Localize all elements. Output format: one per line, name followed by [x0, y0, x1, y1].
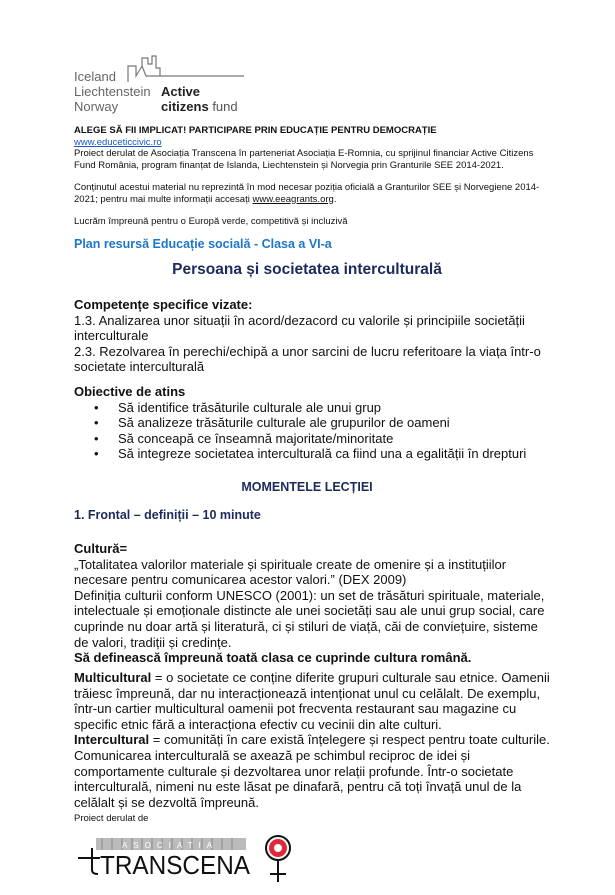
- obiectiv-item: • Să integreze societatea interculturală ca fiind una a egalității în drepturi: [74, 446, 554, 462]
- competente-heading: Competențe specifice vizate:: [74, 297, 253, 312]
- transcena-logo-icon: [78, 830, 303, 885]
- cultura-quote: „Totalitatea valorilor materiale și spirituale create de omenire și a instituțiilor necesare pentru comunicarea acestor valori.” (DEX 2009): [74, 556, 507, 588]
- section1-heading: 1. Frontal – definiții – 10 minute: [74, 508, 261, 522]
- obiective-list: [74, 400, 554, 462]
- eea-grants-logo: [74, 52, 244, 112]
- document-title: Persoana și societatea interculturală: [172, 261, 442, 278]
- intercultural-term: Intercultural: [74, 732, 150, 748]
- project-text: Proiect derulat de Asociația Transcena în parteneriat Asociația E-Romnia, cu sprijinul financiar Active Citizens Fund România, program finanțat de Islanda, Liechtenstein și Norvegia prin Granturile SEE 2014-2021.: [74, 148, 534, 171]
- logo-country-liechtenstein: Liechtenstein: [74, 84, 151, 99]
- disclaimer-text: Conținutul acestui material nu reprezintă în mod necesar poziția oficială a Granturilor SEE și Norvegiene 2014-2021; pentru mai multe informații accesați: [74, 182, 540, 205]
- logo-country-iceland: Iceland: [74, 69, 116, 84]
- logo-country-norway: Norway: [74, 99, 119, 114]
- multicultural-term: Multicultural: [74, 670, 152, 685]
- intercultural-definition: [74, 732, 554, 810]
- cultura-task: Să definească împreună toată clasa ce cuprinde cultura română.: [74, 650, 472, 666]
- cultura-heading: Cultură=: [74, 541, 128, 556]
- logo-transcena-text: TRANSCENA: [100, 850, 251, 880]
- competenta-item: 1.3. Analizarea unor situații în acord/dezacord cu valorile și principiile societății interculturale: [74, 312, 525, 344]
- website-link[interactable]: www.educeticcivic.ro: [74, 136, 162, 148]
- obiective-section: [74, 384, 554, 462]
- plan-title: Plan resursă Educație socială - Clasa a VI-a: [74, 237, 332, 251]
- logo-asociatia-text: ASOCIATIA: [121, 841, 219, 850]
- project-header: [74, 125, 554, 228]
- transcena-logo: [78, 830, 303, 885]
- obiectiv-item: • Să identifice trăsăturile culturale ale unui grup: [74, 400, 554, 416]
- obiective-heading: Obiective de atins: [74, 384, 186, 399]
- multicultural-definition: [74, 670, 554, 732]
- intercultural-text: = comunități în care există înțelegere și respect pentru toate culturile. Comunicarea interculturală se axează pe schimbul reciproc de idei și comportamente culturale și dezvoltarea unor relații profunde. Într-o societate interculturală, nimeni nu este lăsat pe dinafară, pentru că toți învață unul de la celălalt și se dezvoltă împreună.: [74, 732, 550, 810]
- cultura-section: [74, 541, 554, 666]
- cultura-unesco: Definiția culturii conform UNESCO (2001): un set de trăsături spirituale, materiale, intelectuale și emoționale distincte ale unei societăți sau ale unui grup social, care cuprinde nu doar artă și literatură, ci și stiluri de viață, căi de conviețuire, sisteme de valori, tradiții și credințe.: [74, 587, 545, 650]
- disclaimer-end: .: [333, 193, 337, 205]
- logo-fund: fund: [212, 99, 238, 114]
- eeagrants-link[interactable]: www.eeagrants.org: [252, 193, 334, 205]
- definitions-section: [74, 670, 554, 810]
- competenta-item: 2.3. Rezolvarea în perechi/echipă a unor sarcini de lucru referitoare la viața într-o societate interculturală: [74, 343, 541, 375]
- logo-citizens: citizens: [161, 99, 209, 114]
- motto: Lucrăm împreună pentru o Europă verde, competitivă și incluzivă: [74, 216, 348, 227]
- headline: ALEGE SĂ FII IMPLICAT! PARTICIPARE PRIN EDUCAȚIE PENTRU DEMOCRAȚIE: [74, 125, 437, 136]
- obiectiv-item: • Să analizeze trăsăturile culturale ale grupurilor de oameni: [74, 415, 554, 431]
- footer-label: Proiect derulat de: [74, 813, 149, 824]
- competente-section: [74, 297, 554, 375]
- logo-active: Active: [161, 84, 201, 99]
- logo-citizens-fund: [161, 100, 238, 114]
- eea-logo-mark-icon: [126, 54, 246, 84]
- multicultural-text: = o societate ce conține diferite grupuri culturale sau etnice. Oamenii trăiesc împreună, dar nu interacționează intenționat unul cu celălalt. De exemplu, într-un cartier multicultural oamenii pot frecventa restaurant sau magazine cu specific etnic fără a interacționa efectiv cu vecinii din alte culturi.: [74, 670, 550, 732]
- obiectiv-item: • Să conceapă ce înseamnă majoritate/minoritate: [74, 431, 554, 447]
- momente-heading: MOMENTELE LECȚIEI: [241, 480, 373, 494]
- disclaimer: [74, 182, 554, 205]
